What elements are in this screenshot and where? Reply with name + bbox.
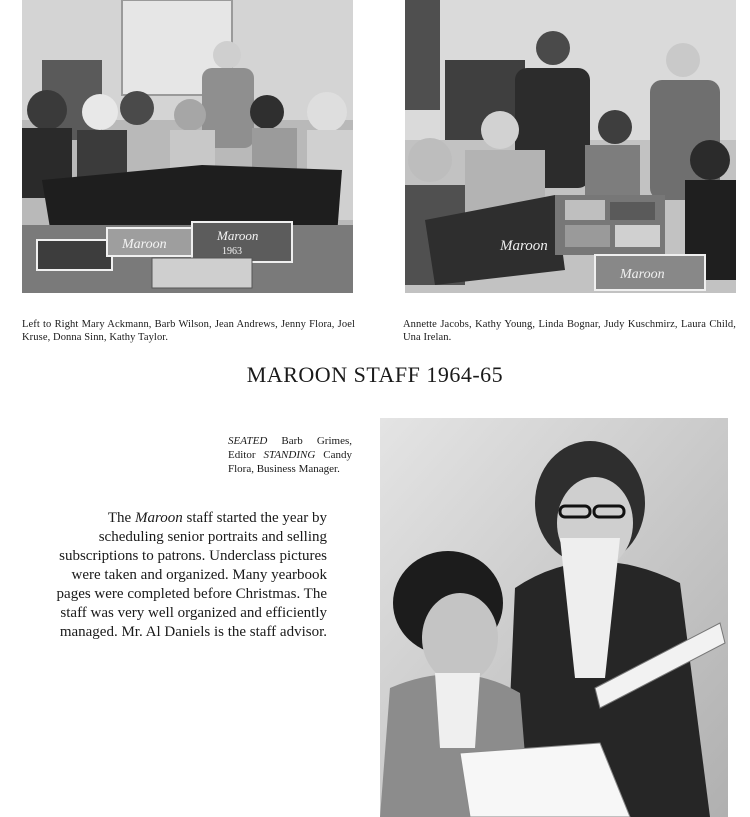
photo-editor-and-manager (380, 418, 728, 817)
page-title: MAROON STAFF 1964-65 (246, 362, 504, 387)
book-title-held: Maroon (500, 238, 548, 254)
book-title-table: Maroon (620, 267, 665, 282)
seated-label: SEATED (228, 435, 268, 447)
seated-text: Barb Grimes, Editor (228, 435, 352, 461)
book-title-center: Maroon (217, 228, 259, 243)
body-italic-maroon: Maroon (134, 510, 183, 526)
photo-staff-group-left (22, 0, 353, 293)
book-title-left: Maroon (122, 237, 167, 252)
caption-top-left: Left to Right Mary Ackmann, Barb Wilson, Jean Andrews, Jenny Flora, Joel Kruse, Donna Sinn, Kathy Taylor. (22, 318, 355, 343)
body-part-2: staff started the year by scheduling senior portraits and selling subscriptions to patrons. Underclass pictures were taken and organized. Many yearbook pages were completed before Christmas. The staff was very well organized and efficiently managed. Mr. Al Daniels is the staff advisor. (56, 510, 327, 640)
caption-top-right: Annette Jacobs, Kathy Young, Linda Bognar, Judy Kuschmirz, Laura Child, Una Irelan. (403, 318, 736, 343)
staff-description (55, 509, 327, 642)
body-part-1: The (107, 510, 135, 526)
book-year-center: 1963 (222, 246, 242, 257)
standing-text: Candy Flora, Business Manager. (228, 449, 352, 475)
photo-caption-editors (228, 434, 352, 476)
photo-staff-group-right (405, 0, 736, 293)
standing-label: STANDING (263, 449, 316, 461)
